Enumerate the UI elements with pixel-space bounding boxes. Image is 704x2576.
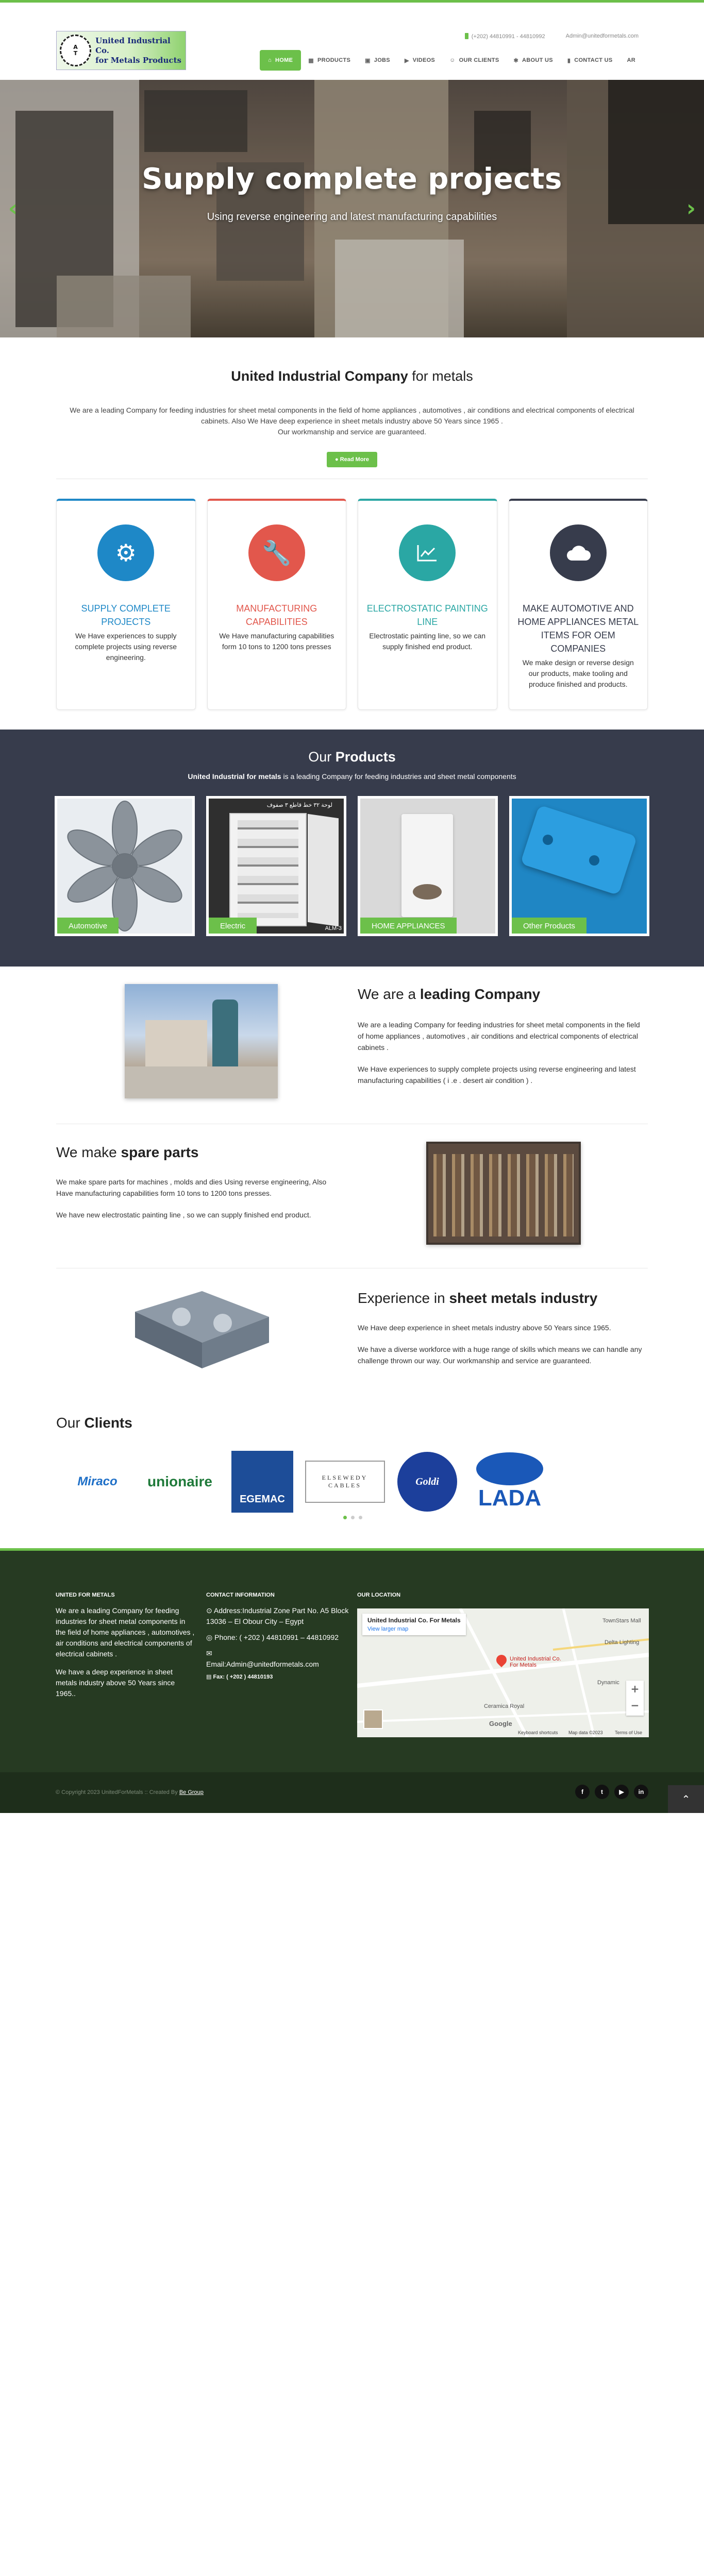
feature-title: SUPPLY COMPLETE PROJECTS bbox=[81, 603, 171, 627]
products-section bbox=[0, 730, 704, 967]
product-card-electric[interactable] bbox=[206, 796, 346, 936]
map-pin-label: United Industrial Co. For Metals bbox=[510, 1656, 561, 1668]
carousel-dots bbox=[343, 1516, 362, 1519]
slider-prev-arrow-icon[interactable]: ‹ bbox=[8, 195, 18, 222]
scroll-to-top-icon[interactable]: ⌃ bbox=[668, 1785, 704, 1813]
leading-company-text bbox=[358, 986, 648, 1086]
feature-text: Electrostatic painting line, so we can supply finished end product. bbox=[369, 632, 486, 651]
carousel-dot[interactable] bbox=[359, 1516, 362, 1519]
nav-our-clients[interactable]: ☺ OUR CLIENTS bbox=[449, 57, 499, 63]
social-links bbox=[575, 1785, 648, 1799]
electrical-cabinet-image bbox=[229, 813, 307, 926]
footer-contact-title: CONTACT INFORMATION bbox=[206, 1592, 275, 1598]
products-subtitle: United Industrial for metals is a leading Company for feeding industries and sheet metal components bbox=[188, 772, 516, 781]
feature-title: ELECTROSTATIC PAINTING LINE bbox=[366, 603, 488, 627]
users-icon: ☺ bbox=[449, 57, 456, 63]
fan-blade-image bbox=[57, 799, 192, 934]
client-logo-goldi[interactable]: Goldi bbox=[386, 1452, 468, 1512]
clients-heading bbox=[56, 1415, 132, 1431]
feature-title: MANUFACTURING CAPABILITIES bbox=[236, 603, 317, 627]
grid-icon: ▦ bbox=[308, 57, 314, 64]
spare-paragraph-1: We make spare parts for machines , molds and dies Using reverse engineering, Also Have manufacturing capabilities form 10 tons to 1200 tons presses. bbox=[56, 1178, 327, 1197]
intro-title: United Industrial Company for metals bbox=[231, 368, 473, 384]
product-tag: Electric bbox=[209, 918, 257, 934]
footer-about-title: UNITED FOR METALS bbox=[56, 1592, 115, 1598]
feature-title: MAKE AUTOMOTIVE AND HOME APPLIANCES METAL ITEMS FOR OEM COMPANIES bbox=[517, 603, 639, 654]
briefcase-icon: ▣ bbox=[365, 57, 371, 64]
product-caption-code: ALM-3 bbox=[325, 925, 342, 931]
header-contacts bbox=[465, 33, 639, 40]
nav-videos[interactable]: ▶ VIDEOS bbox=[404, 57, 435, 64]
client-logo-egemac[interactable]: EGEMAC bbox=[221, 1451, 304, 1513]
gear-icon: ✱ bbox=[513, 57, 518, 64]
map-larger-link[interactable]: View larger map bbox=[367, 1626, 409, 1632]
chart-icon bbox=[399, 524, 456, 581]
intro-text: We are a leading Company for feeding industries for sheet metal components in the field of home appliances , automotives , air conditions and electrical components of electrical cabinets. Also We Have deep experience in sheet metals industry above 50 Years since 1965 . Our workmanship and service are guaranteed. bbox=[70, 406, 634, 436]
read-more-button[interactable]: ● Read More bbox=[327, 452, 377, 467]
map-info-card bbox=[362, 1614, 466, 1635]
cloud-icon bbox=[550, 524, 607, 581]
leading-title: We are a leading Company bbox=[358, 986, 541, 1002]
youtube-icon[interactable]: ▶ bbox=[614, 1785, 629, 1799]
client-logo-elsewedy[interactable]: ELSEWEDY CABLES bbox=[304, 1461, 386, 1503]
water-heater-image bbox=[401, 814, 453, 917]
hero-subtitle: Using reverse engineering and latest manufacturing capabilities bbox=[207, 211, 497, 223]
map-zoom-controls[interactable]: + − bbox=[626, 1681, 644, 1716]
footer-fax: Fax: ( +202 ) 44810193 bbox=[213, 1674, 273, 1680]
feature-card bbox=[358, 499, 497, 710]
home-icon: ⌂ bbox=[268, 57, 272, 63]
product-card-automotive[interactable] bbox=[55, 796, 195, 936]
product-tag: Automotive bbox=[57, 918, 119, 934]
lada-emblem-icon bbox=[476, 1452, 543, 1485]
metal-bracket-image bbox=[520, 805, 637, 895]
client-logo-unionaire[interactable]: unionaire bbox=[147, 1473, 212, 1489]
facebook-icon[interactable]: f bbox=[575, 1785, 590, 1799]
logo-gear-icon: A T bbox=[60, 35, 91, 66]
spare-parts-image bbox=[426, 1142, 581, 1245]
slider-next-arrow-icon[interactable]: › bbox=[686, 195, 696, 222]
clients-title: Our Clients bbox=[56, 1415, 132, 1431]
header-phone: (+202) 44810991 - 44810992 bbox=[465, 33, 545, 40]
feature-card bbox=[56, 499, 196, 710]
footer-about-text-2: We have a deep experience in sheet metals industry above 50 Years since 1965.. bbox=[56, 1668, 175, 1698]
experience-paragraph-1: We Have deep experience in sheet metals industry above 50 Years since 1965. bbox=[358, 1324, 611, 1332]
google-map[interactable]: United Industrial Co. For Metals View larger map United Industrial Co. For Metals TownStars Mall Delta Lighting Dynamic Ceramica Royal Google Keyboard shortcuts Map data ©2023 Terms of Use + − bbox=[357, 1608, 649, 1737]
footer-contact bbox=[206, 1592, 350, 1683]
leading-paragraph-2: We Have experiences to supply complete projects using reverse engineering and latest manufacturing capabilities ( i .e . desert air condition ) . bbox=[358, 1065, 636, 1084]
whatsapp-icon: ◎ bbox=[206, 1633, 215, 1641]
footer-email[interactable]: Email:Admin@unitedformetals.com bbox=[206, 1660, 319, 1668]
nav-contact-us[interactable]: ▮ CONTACT US bbox=[567, 57, 613, 64]
footer-phone: Phone: ( +202 ) 44810991 – 44810992 bbox=[214, 1633, 339, 1641]
client-logo-miraco[interactable]: Miraco bbox=[77, 1475, 118, 1488]
phone-icon: ▮ bbox=[567, 57, 571, 64]
creator-link[interactable]: Be Group bbox=[179, 1789, 204, 1795]
nav-about-us[interactable]: ✱ ABOUT US bbox=[513, 57, 553, 64]
product-caption-arabic: لوحة ٣٢ خط قاطع ٣ صفوف bbox=[266, 802, 332, 808]
map-place-name: United Industrial Co. For Metals bbox=[367, 1617, 461, 1624]
client-logo-lada[interactable]: LADA bbox=[468, 1452, 551, 1511]
feature-text: We Have manufacturing capabilities form 10 tons to 1200 tons presses bbox=[219, 632, 334, 651]
carousel-dot[interactable] bbox=[351, 1516, 355, 1519]
feature-card bbox=[509, 499, 648, 710]
experience-text bbox=[358, 1290, 648, 1366]
experience-paragraph-2: We have a diverse workforce with a huge range of skills which means we can handle any challenge thrown our way. Our workmanship and service are guaranteed. bbox=[358, 1345, 642, 1365]
copyright-text: © Copyright 2023 UnitedForMetals :: Created By Be Group bbox=[56, 1789, 204, 1795]
map-satellite-toggle[interactable] bbox=[363, 1709, 383, 1729]
features-row bbox=[56, 499, 648, 710]
about-section bbox=[56, 967, 648, 1511]
hero-slider bbox=[0, 80, 704, 337]
footer-address: Address:Industrial Zone Part No. A5 Block 13036 – El Obour City – Egypt bbox=[206, 1606, 349, 1625]
footer-location-title: OUR LOCATION bbox=[357, 1592, 401, 1598]
site-logo[interactable] bbox=[56, 31, 186, 70]
feature-text: We make design or reverse design our products, make tooling and produce finished and products. bbox=[522, 658, 634, 688]
header-email[interactable]: Admin@unitedformetals.com bbox=[565, 33, 639, 39]
mail-icon: ✉ bbox=[206, 1649, 212, 1657]
hero-title: Supply complete projects bbox=[142, 162, 562, 196]
leading-paragraph-1: We are a leading Company for feeding industries for sheet metal components in the field of home appliances , automotives , air conditions and electrical components of electrical cabinets . bbox=[358, 1021, 640, 1052]
logo-line-1: United Industrial Co. bbox=[95, 36, 171, 55]
nav-jobs[interactable]: ▣ JOBS bbox=[365, 57, 390, 64]
spare-title: We make spare parts bbox=[56, 1144, 199, 1160]
footer-location bbox=[357, 1592, 400, 1598]
product-tag: Other Products bbox=[512, 918, 586, 934]
fax-icon: ▤ bbox=[206, 1674, 213, 1680]
feature-text: We Have experiences to supply complete projects using reverse engineering. bbox=[75, 632, 177, 662]
nav-language-ar[interactable]: AR bbox=[627, 57, 635, 63]
nav-home[interactable]: ⌂ HOME bbox=[260, 50, 301, 71]
footer-about-text: We are a leading Company for feeding industries for sheet metal components in the field of home appliances , automotives , air conditions and electrical components of electrical cabinets . bbox=[56, 1606, 195, 1658]
carousel-dot[interactable] bbox=[343, 1516, 347, 1519]
google-logo: Google bbox=[489, 1720, 512, 1727]
location-icon: ⊙ bbox=[206, 1606, 214, 1615]
products-title: Our Products bbox=[308, 749, 396, 765]
product-card-home-appliances[interactable] bbox=[358, 796, 498, 936]
spare-parts-text bbox=[56, 1144, 345, 1221]
products-grid bbox=[0, 796, 704, 936]
feature-card bbox=[207, 499, 347, 710]
spare-paragraph-2: We have new electrostatic painting line , so we can supply finished end product. bbox=[56, 1211, 311, 1219]
mold-die-image bbox=[125, 1281, 279, 1384]
wrench-icon: 🔧 bbox=[248, 524, 305, 581]
site-header bbox=[56, 3, 648, 80]
company-building-image bbox=[125, 984, 278, 1098]
gears-icon: ⚙ bbox=[97, 524, 154, 581]
product-tag: HOME APPLIANCES bbox=[360, 918, 457, 934]
logo-line-2: for Metals Products bbox=[95, 55, 181, 65]
copyright-bar bbox=[0, 1772, 704, 1813]
footer-about bbox=[56, 1592, 195, 1699]
product-card-other-products[interactable] bbox=[509, 796, 649, 936]
clients-carousel bbox=[56, 1451, 648, 1513]
video-icon: ▶ bbox=[404, 57, 409, 64]
intro-section bbox=[56, 337, 648, 710]
experience-title: Experience in sheet metals industry bbox=[358, 1290, 598, 1306]
linkedin-icon[interactable]: in bbox=[634, 1785, 648, 1799]
nav-products[interactable]: ▦ PRODUCTS bbox=[308, 57, 351, 64]
main-nav bbox=[260, 50, 643, 71]
twitter-icon[interactable]: t bbox=[595, 1785, 609, 1799]
site-footer bbox=[0, 1548, 704, 1772]
